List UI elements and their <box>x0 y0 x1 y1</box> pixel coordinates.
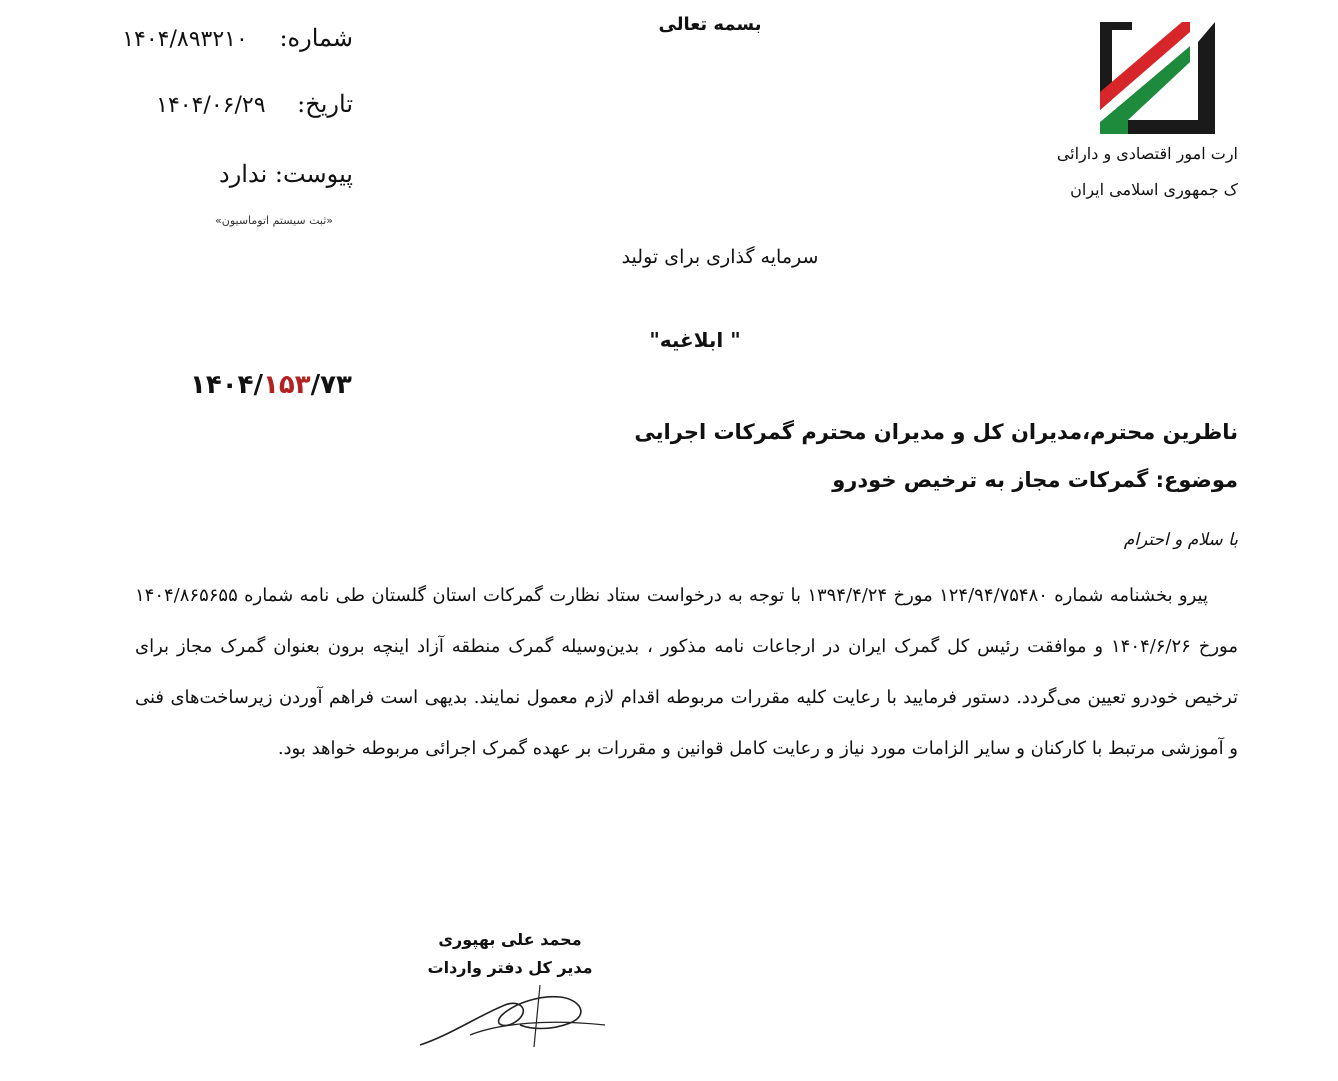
organization-line-2: ک جمهوری اسلامی ایران <box>1070 180 1238 199</box>
handwritten-signature-icon <box>410 975 620 1050</box>
letter-number-row <box>122 24 353 52</box>
letter-body <box>135 570 1238 774</box>
letter-attachment-row <box>219 160 353 188</box>
page-margin <box>1245 0 1338 1081</box>
letter-date-value: ۱۴۰۴/۰۶/۲۹ <box>156 93 266 118</box>
basmala-heading: بسمه تعالی <box>658 14 762 35</box>
greeting: با سلام و احترام <box>1123 530 1238 550</box>
reference-suffix: ۷۳ <box>320 370 352 400</box>
document-type: " ابلاغیه" <box>649 328 741 352</box>
letter-number-label: شماره: <box>279 24 353 52</box>
reference-separator: / <box>310 370 321 400</box>
customs-logo-icon <box>1090 22 1215 134</box>
signatory-title: مدیر کل دفتر واردات <box>427 958 593 977</box>
reference-year: ۱۴۰۴ <box>190 370 254 400</box>
organization-line-1: ارت امور اقتصادی و دارائی <box>1056 144 1238 163</box>
reference-separator: / <box>253 370 263 400</box>
letter-number-value: ۱۴۰۴/۸۹۳۲۱۰ <box>122 27 248 52</box>
addressee: ناظرین محترم،مدیران کل و مدیران محترم گمرکات اجرایی <box>634 420 1238 444</box>
letter-body-paragraph: پیرو بخشنامه شماره ۱۲۴/۹۴/۷۵۴۸۰ مورخ ۱۳۹۴/۴/۲۴ با توجه به درخواست ستاد نظارت گمرکات استان گلستان طی نامه شماره ۱۴۰۴/۸۶۵۶۵۵ مورخ ۱۴۰۴/۶/۲۶ و موافقت رئیس کل گمرک ایران در ارجاعات نامه مذکور ، بدین‌وسیله گمرک منطقه آزاد اینچه برون بعنوان گمرک مجاز برای ترخیص خودرو تعیین می‌گردد. دستور فرمایید با رعایت کلیه مقررات مربوطه اقدام لازم معمول نمایند. بدیهی است فراهم آوردن زیرساخت‌های فنی و آموزشی مرتبط با کارکنان و سایر الزامات مورد نیاز و رعایت کامل قوانین و مقررات بر عهده گمرک اجرائی مربوطه خواهد بود. <box>135 585 1238 759</box>
subject-line: موضوع: گمرکات مجاز به ترخیص خودرو <box>832 468 1238 492</box>
letter-date-row <box>156 90 353 118</box>
letter-attachment-label: پیوست: <box>274 160 353 188</box>
letter-attachment-value: ندارد <box>219 160 268 188</box>
logo-white-stripe <box>1100 32 1190 122</box>
letter-date-label: تاریخ: <box>297 90 353 118</box>
signature-stroke <box>534 985 540 1047</box>
slogan: سرمایه گذاری برای تولید <box>621 246 819 268</box>
signatory-name: محمد علی بهپوری <box>438 930 582 949</box>
reference-middle: ۱۵۳ <box>262 370 311 400</box>
signature-stroke <box>420 997 581 1045</box>
automation-note: «ثبت سیستم اتوماسیون» <box>215 214 333 227</box>
reference-number <box>190 370 352 400</box>
